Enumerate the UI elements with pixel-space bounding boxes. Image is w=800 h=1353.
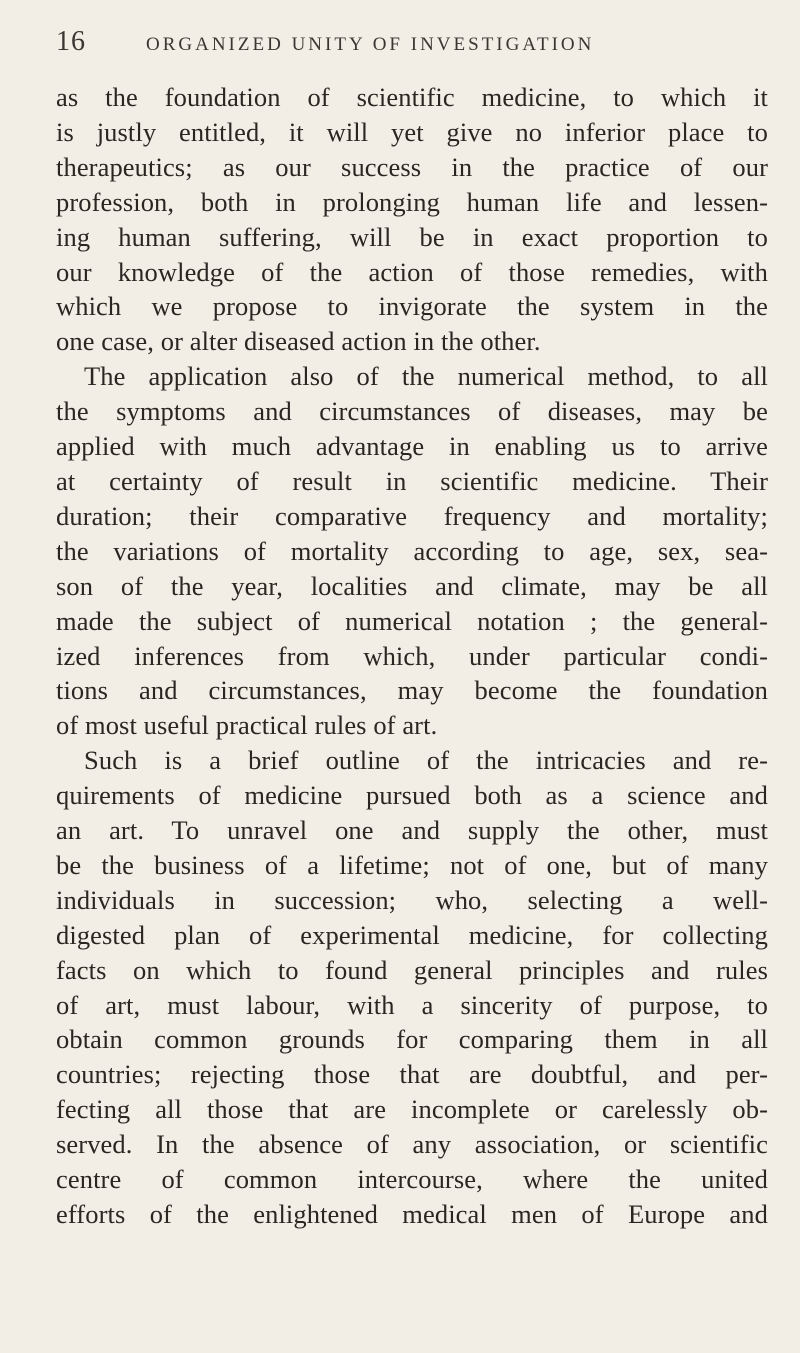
text-line: at certainty of result in scientific medicine. Their (56, 465, 768, 496)
text-line: tions and circumstances, may become the foundation (56, 675, 768, 706)
text-line: The application also of the numerical method, to all (84, 361, 768, 392)
text-line: duration; their comparative frequency and mortality; (56, 500, 768, 531)
text-line: an art. To unravel one and supply the other, must (56, 815, 768, 846)
text-line: individuals in succession; who, selecting a well- (56, 884, 768, 915)
text-line: of art, must labour, with a sincerity of purpose, to (56, 989, 768, 1020)
text-line: ing human suffering, will be in exact proportion to (56, 221, 768, 252)
text-line: efforts of the enlightened medical men of Europe and (56, 1199, 768, 1229)
text-line: applied with much advantage in enabling us to arrive (56, 431, 768, 462)
text-line: made the subject of numerical notation ; the general- (56, 605, 768, 636)
text-line: obtain common grounds for comparing them in all (56, 1024, 768, 1055)
text-line: countries; rejecting those that are doubtful, and per- (56, 1059, 768, 1090)
text-line: profession, both in prolonging human life and lessen- (56, 186, 768, 217)
body-text (56, 80, 768, 1232)
text-line: the variations of mortality according to age, sex, sea- (56, 535, 768, 566)
text-line: be the business of a lifetime; not of one, but of many (56, 849, 768, 880)
text-line: quirements of medicine pursued both as a science and (56, 780, 768, 811)
running-head (56, 26, 770, 70)
text-line: of most useful practical rules of art. (56, 710, 438, 741)
text-line: as the foundation of scientific medicine, to which it (56, 82, 768, 112)
text-line: facts on which to found general principles and rules (56, 954, 768, 985)
page-number: 16 (56, 26, 86, 57)
text-line: ized inferences from which, under particular condi- (56, 640, 768, 671)
text-line: therapeutics; as our success in the practice of our (56, 151, 768, 182)
text-line: which we propose to invigorate the system in the (56, 291, 768, 322)
text-line: Such is a brief outline of the intricacies and re- (84, 745, 768, 776)
text-line: fecting all those that are incomplete or carelessly ob- (56, 1094, 768, 1125)
text-line: centre of common intercourse, where the united (56, 1164, 768, 1195)
text-line: digested plan of experimental medicine, for collecting (56, 919, 768, 950)
text-line: our knowledge of the action of those remedies, with (56, 256, 768, 287)
text-line: served. In the absence of any association, or scientific (56, 1129, 768, 1160)
running-title: ORGANIZED UNITY OF INVESTIGATION (146, 34, 595, 55)
text-line: is justly entitled, it will yet give no inferior place to (56, 116, 768, 147)
text-line: the symptoms and circumstances of diseases, may be (56, 396, 768, 427)
text-line: one case, or alter diseased action in the other. (56, 326, 541, 357)
text-line: son of the year, localities and climate, may be all (56, 570, 768, 601)
